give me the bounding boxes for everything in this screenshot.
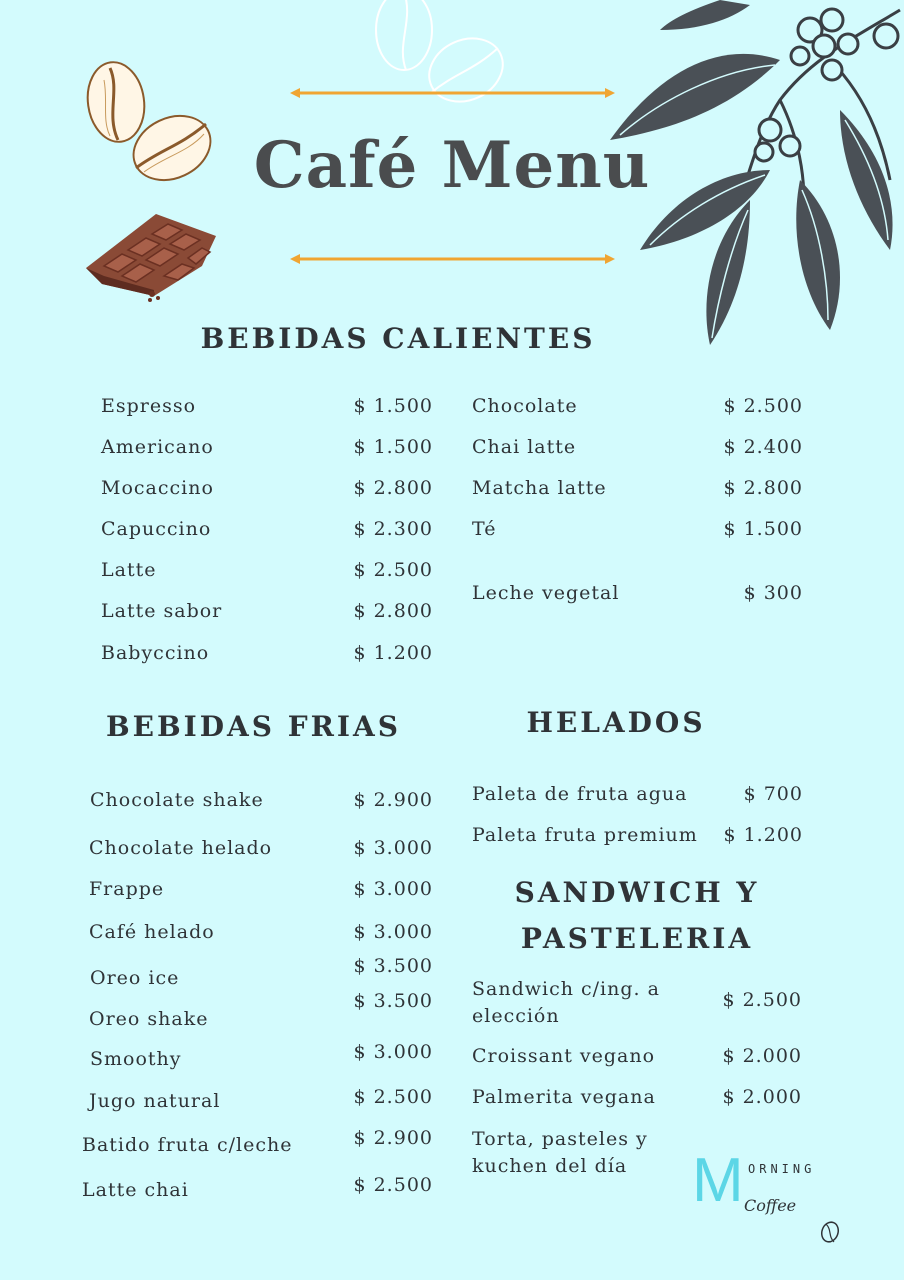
hot-left-item-name: Latte sabor <box>101 600 223 622</box>
hot-left-item-price: $ 2.300 <box>353 518 433 540</box>
logo-bean-icon <box>818 1214 842 1248</box>
cold-item-price: $ 2.500 <box>353 1086 433 1108</box>
cold-item-name: Smoothy <box>90 1048 182 1070</box>
cold-item-price: $ 2.900 <box>353 1127 433 1149</box>
helado-item-name: Paleta de fruta agua <box>472 783 688 805</box>
croissant-item-price: $ 2.000 <box>722 1045 802 1067</box>
cold-item-price: $ 2.900 <box>353 789 433 811</box>
hot-right-item-name: Té <box>472 518 497 540</box>
helado-item-name: Paleta fruta premium <box>472 824 698 846</box>
cold-item-name: Frappe <box>89 878 165 900</box>
torta-item-name-line1: Torta, pasteles y <box>472 1128 648 1150</box>
palmerita-item-name: Palmerita vegana <box>472 1086 656 1108</box>
cold-item-price: $ 3.500 <box>353 955 433 977</box>
heading-sandwich-line2: PASTELERIA <box>520 922 754 955</box>
torta-item-name <box>472 1126 648 1180</box>
hot-left-item-price: $ 1.500 <box>353 436 433 458</box>
hot-left-item-name: Capuccino <box>101 518 212 540</box>
cold-item-name: Oreo shake <box>89 1008 209 1030</box>
logo-letter: M <box>692 1146 744 1215</box>
logo-script-text: Coffee <box>744 1196 797 1215</box>
hot-right-item-price: $ 1.500 <box>723 518 803 540</box>
sandwich-item-name-line1: Sandwich c/ing. a <box>472 978 660 1000</box>
hot-right-item-price: $ 2.400 <box>723 436 803 458</box>
croissant-item-name: Croissant vegano <box>472 1045 656 1067</box>
hot-left-item-price: $ 2.800 <box>353 477 433 499</box>
palmerita-item-price: $ 2.000 <box>722 1086 802 1108</box>
torta-item-name-line2: kuchen del día <box>472 1155 628 1177</box>
cold-item-name: Oreo ice <box>90 967 180 989</box>
cold-item-price: $ 3.000 <box>353 837 433 859</box>
hot-right-item-name: Leche vegetal <box>472 582 620 604</box>
hot-left-item-name: Babyccino <box>101 642 210 664</box>
hot-right-item-name: Chocolate <box>472 395 578 417</box>
heading-sandwich-line1: SANDWICH Y <box>514 876 760 909</box>
page-title: Café Menu <box>253 128 651 203</box>
hot-right-item-name: Chai latte <box>472 436 577 458</box>
bottom-divider <box>290 252 615 266</box>
helado-item-price: $ 700 <box>743 783 803 805</box>
hot-right-item-price: $ 2.500 <box>723 395 803 417</box>
cold-item-name: Chocolate helado <box>89 837 273 859</box>
sandwich-item-name <box>472 976 660 1030</box>
cold-item-price: $ 3.000 <box>353 1041 433 1063</box>
cold-item-price: $ 3.000 <box>353 921 433 943</box>
helado-item-price: $ 1.200 <box>723 824 803 846</box>
hot-left-item-name: Mocaccino <box>101 477 214 499</box>
hot-left-item-price: $ 2.800 <box>353 600 433 622</box>
cold-item-name: Café helado <box>89 921 215 943</box>
cold-item-price: $ 3.000 <box>353 878 433 900</box>
cold-item-price: $ 3.500 <box>353 990 433 1012</box>
sandwich-item-price: $ 2.500 <box>722 989 802 1011</box>
hot-right-item-name: Matcha latte <box>472 477 607 499</box>
cold-item-name: Batido fruta c/leche <box>82 1134 293 1156</box>
sandwich-item-name-line2: elección <box>472 1005 560 1027</box>
cold-item-price: $ 2.500 <box>353 1174 433 1196</box>
hot-left-item-name: Latte <box>101 559 157 581</box>
hot-right-item-price: $ 2.800 <box>723 477 803 499</box>
chocolate-bar-icon <box>82 210 222 305</box>
hot-left-item-price: $ 2.500 <box>353 559 433 581</box>
heading-bebidas-frias: BEBIDAS FRIAS <box>106 710 401 743</box>
hot-left-item-name: Espresso <box>101 395 197 417</box>
hot-left-item-name: Americano <box>101 436 214 458</box>
cold-item-name: Jugo natural <box>89 1090 221 1112</box>
top-divider <box>290 86 615 100</box>
heading-bebidas-calientes: BEBIDAS CALIENTES <box>200 322 596 355</box>
hot-right-item-price: $ 300 <box>743 582 803 604</box>
cold-item-name: Chocolate shake <box>90 789 264 811</box>
hot-left-item-price: $ 1.200 <box>353 642 433 664</box>
heading-helados: HELADOS <box>526 706 706 739</box>
logo-top-text: ORNING <box>748 1162 816 1176</box>
hot-left-item-price: $ 1.500 <box>353 395 433 417</box>
cold-item-name: Latte chai <box>82 1179 189 1201</box>
